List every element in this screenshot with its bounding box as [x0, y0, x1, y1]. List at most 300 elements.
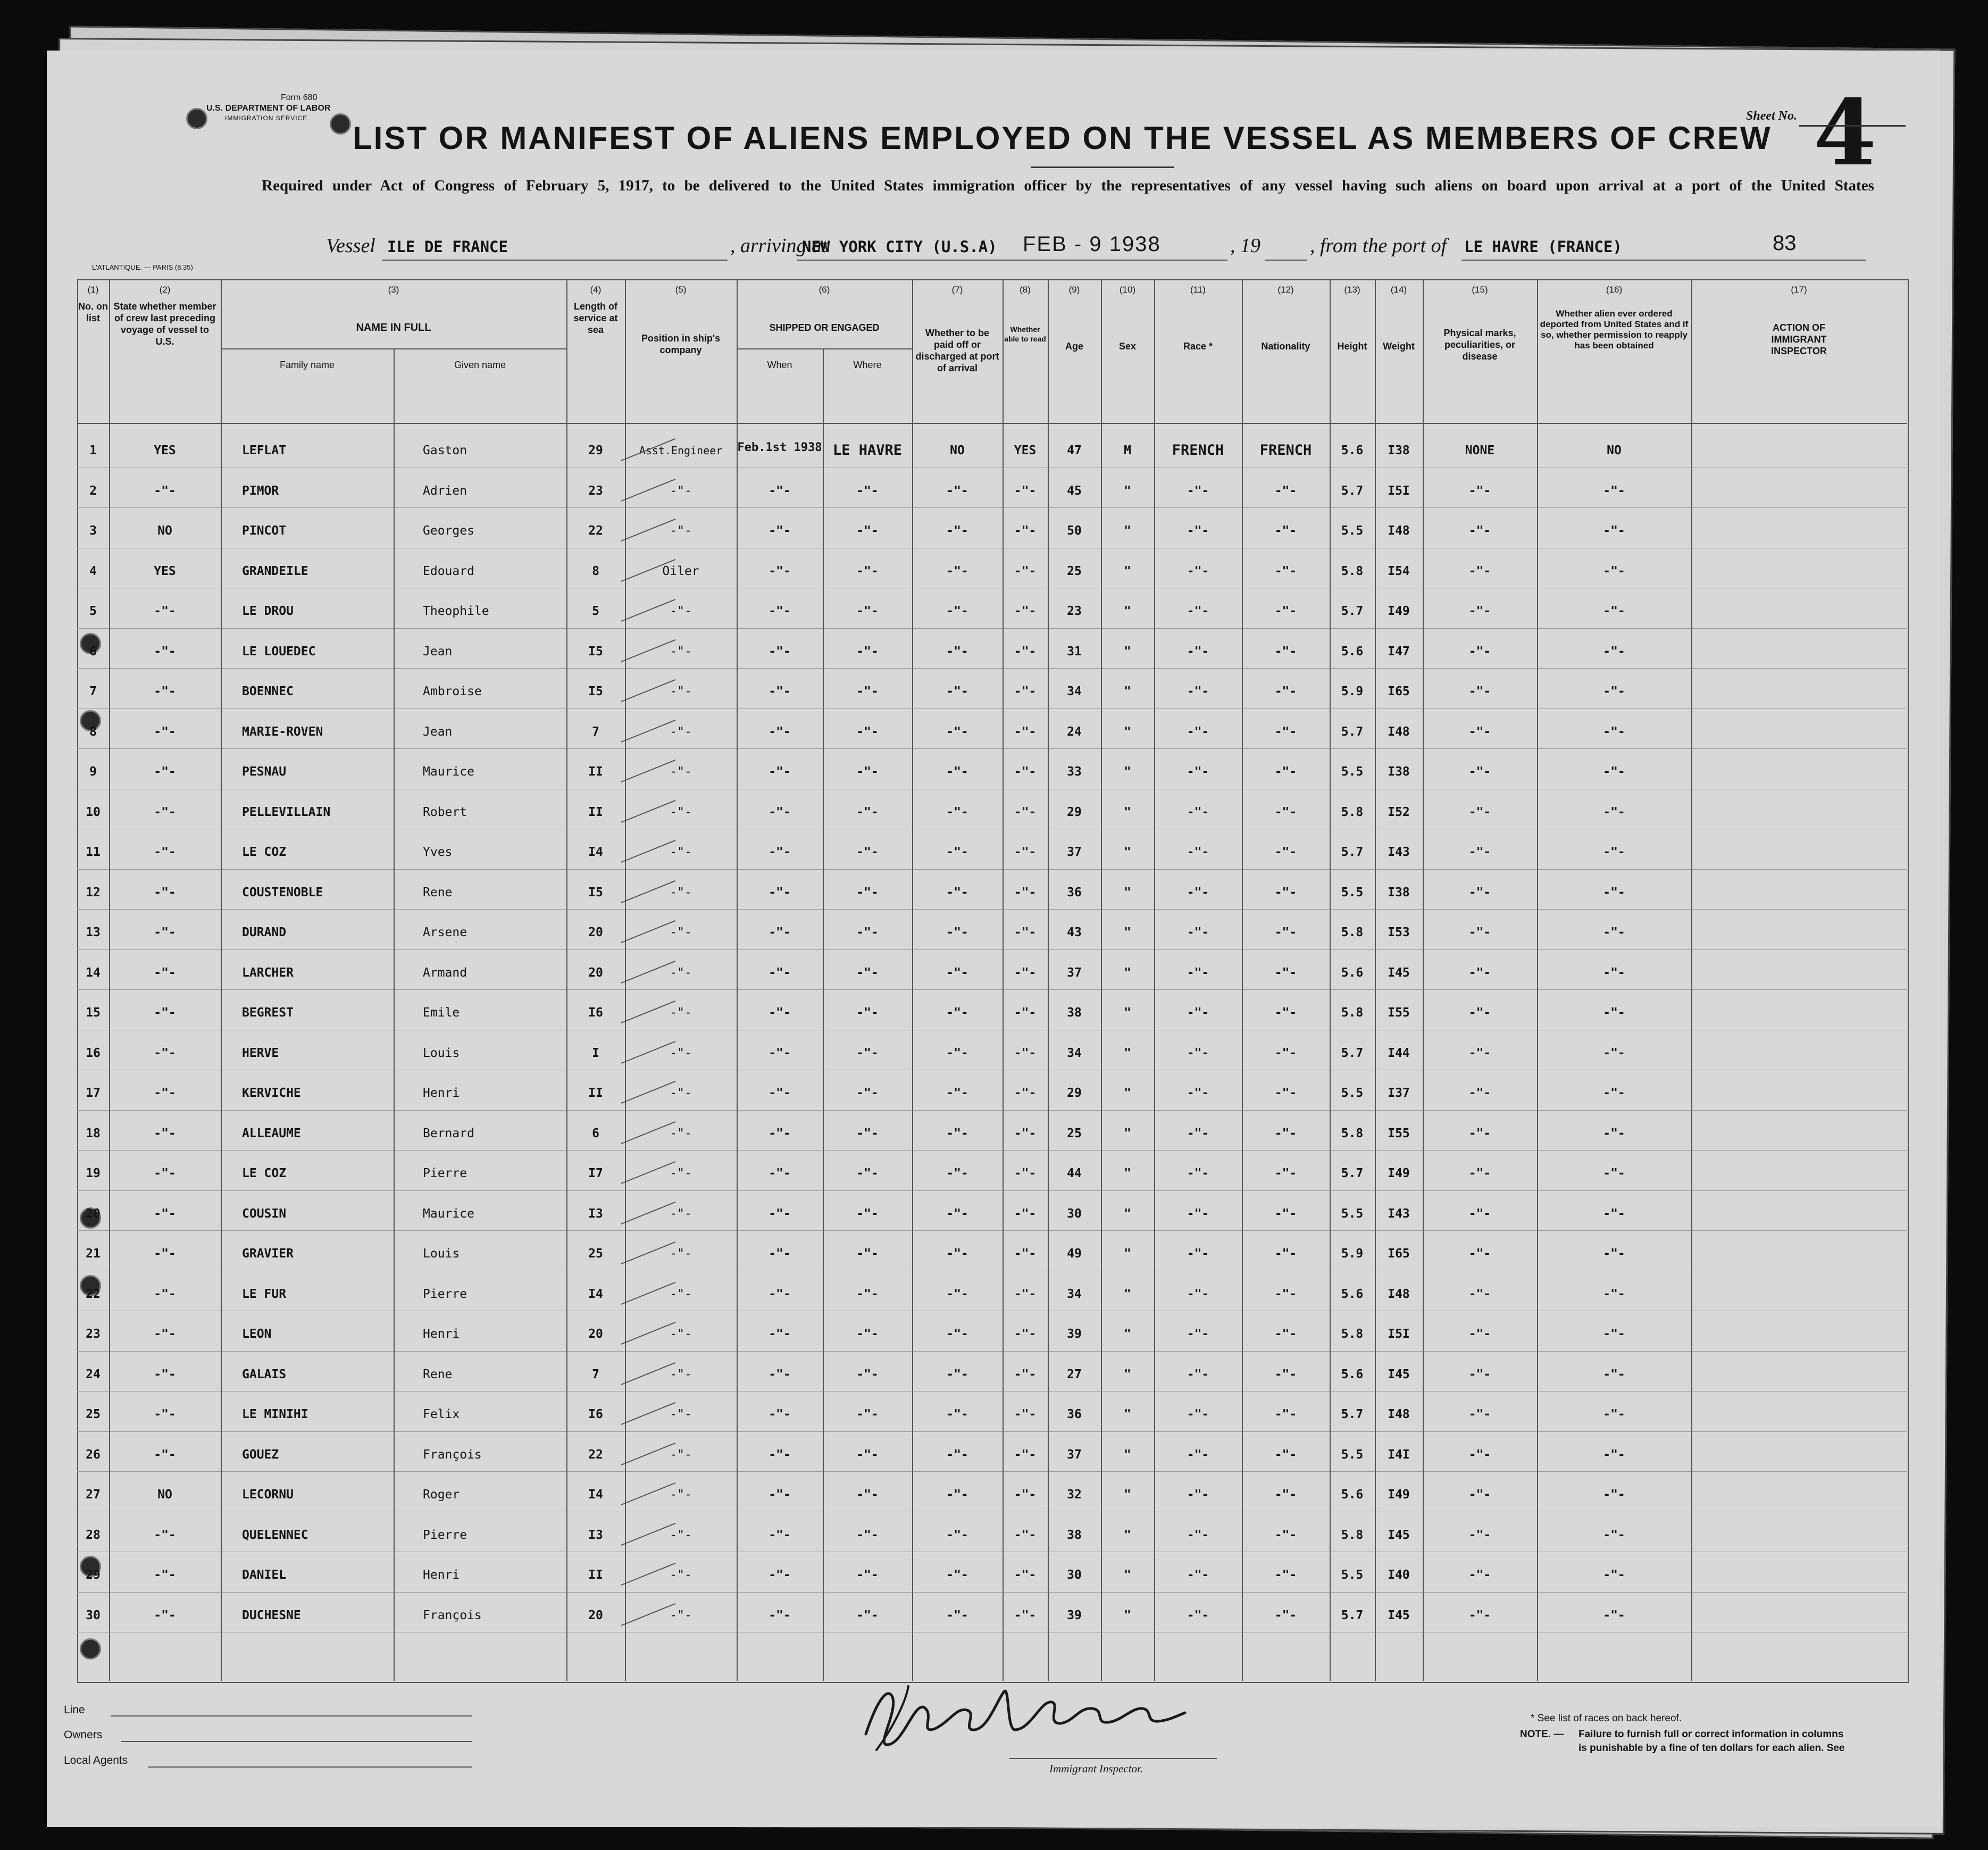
cell-weight: I45	[1388, 1528, 1410, 1542]
cell-family: QUELENNEC	[242, 1528, 308, 1542]
cell-when: -"-	[769, 1407, 791, 1421]
cell-prev: -"-	[154, 1206, 176, 1221]
cell-given: Emile	[423, 1006, 460, 1020]
service-name: IMMIGRATION SERVICE	[225, 114, 308, 122]
cell-marks: -"-	[1468, 965, 1491, 980]
cell-position: -"-	[670, 1327, 692, 1341]
races-note: * See list of races on back hereof.	[1531, 1713, 1682, 1724]
col-number: (1)	[87, 285, 99, 295]
cell-when: -"-	[769, 1206, 791, 1221]
cell-service: II	[588, 1086, 603, 1100]
cell-when: -"-	[769, 805, 791, 819]
cell-when: -"-	[769, 685, 791, 698]
cell-family: DANIEL	[242, 1568, 287, 1582]
cell-paid: -"-	[946, 805, 968, 819]
cell-no: 28	[86, 1528, 101, 1542]
cell-read: -"-	[1014, 765, 1037, 779]
cell-family: LEON	[242, 1327, 272, 1341]
cell-read: -"-	[1014, 1287, 1037, 1301]
cell-height: 5.6	[1341, 1488, 1364, 1502]
cell-paid: -"-	[946, 1166, 968, 1180]
cell-marks: -"-	[1468, 1327, 1491, 1341]
cell-when: -"-	[769, 1287, 791, 1301]
col-number: (17)	[1791, 285, 1807, 295]
cell-deported: -"-	[1603, 604, 1625, 618]
cell-sex: "	[1124, 1247, 1131, 1261]
owners-label: Owners	[64, 1729, 103, 1741]
cell-family: BEGREST	[242, 1006, 294, 1020]
cell-when: -"-	[769, 845, 791, 859]
cell-read: -"-	[1014, 1367, 1037, 1381]
col-header-no: No. on list	[78, 301, 108, 323]
cell-position: Asst.Engineer	[639, 444, 723, 457]
cell-sex: "	[1124, 1086, 1131, 1100]
cell-marks: -"-	[1468, 484, 1491, 498]
cell-no: 15	[86, 1006, 101, 1020]
cell-paid: -"-	[946, 1046, 968, 1060]
cell-deported: -"-	[1603, 805, 1625, 819]
cell-race: -"-	[1187, 1327, 1209, 1341]
cell-nat: -"-	[1274, 1568, 1297, 1582]
cell-when: -"-	[769, 1488, 791, 1502]
cell-age: 38	[1067, 1006, 1082, 1020]
cell-nat: -"-	[1274, 724, 1297, 739]
cell-given: Yves	[423, 845, 453, 859]
cell-age: 36	[1067, 885, 1082, 899]
cell-given: Theophile	[423, 604, 489, 618]
cell-paid: -"-	[946, 1608, 968, 1622]
column-divider	[737, 279, 738, 1681]
cell-position: -"-	[670, 524, 692, 538]
cell-read: -"-	[1014, 1568, 1037, 1582]
row-rule	[77, 1110, 1907, 1111]
cell-paid: -"-	[946, 885, 968, 899]
cell-given: Henri	[423, 1086, 460, 1100]
cell-position: -"-	[670, 1528, 692, 1542]
cell-height: 5.6	[1341, 444, 1364, 457]
column-divider	[1423, 279, 1424, 1681]
cell-no: 7	[89, 685, 97, 698]
cell-prev: -"-	[154, 1608, 176, 1622]
cell-marks: -"-	[1468, 1568, 1491, 1582]
cell-weight: I49	[1388, 604, 1410, 618]
cell-position: -"-	[670, 805, 692, 819]
cell-family: KERVICHE	[242, 1086, 301, 1100]
cell-deported: -"-	[1603, 1206, 1625, 1221]
cell-weight: I5I	[1388, 484, 1410, 498]
cell-weight: I45	[1388, 1367, 1410, 1381]
cell-sex: "	[1124, 1327, 1131, 1341]
cell-where: -"-	[856, 1046, 879, 1060]
cell-height: 5.5	[1341, 1206, 1364, 1221]
cell-where: -"-	[856, 644, 879, 659]
cell-age: 25	[1067, 564, 1082, 578]
cell-height: 5.6	[1341, 965, 1364, 980]
cell-age: 37	[1067, 845, 1082, 859]
cell-paid: -"-	[946, 1568, 968, 1582]
cell-race: -"-	[1187, 845, 1209, 859]
cell-sex: "	[1124, 1608, 1131, 1622]
col-header-position: Position in ship's company	[641, 333, 721, 355]
col-number: (14)	[1390, 285, 1407, 295]
col-header-nationality: Nationality	[1261, 341, 1310, 352]
cell-read: -"-	[1014, 1528, 1037, 1542]
cell-weight: I54	[1388, 564, 1410, 578]
cell-race: -"-	[1187, 926, 1209, 939]
cell-age: 37	[1067, 965, 1082, 980]
cell-race: -"-	[1187, 885, 1209, 899]
cell-nat: -"-	[1274, 1006, 1297, 1020]
cell-age: 27	[1067, 1367, 1082, 1381]
year-label: , 19	[1230, 235, 1260, 257]
cell-no: 17	[86, 1086, 101, 1100]
cell-prev: -"-	[154, 1407, 176, 1421]
cell-sex: "	[1124, 1447, 1131, 1462]
cell-paid: -"-	[946, 524, 968, 538]
cell-deported: -"-	[1603, 1488, 1625, 1502]
col-header-sex: Sex	[1118, 341, 1137, 352]
cell-position: -"-	[670, 926, 692, 939]
cell-weight: I55	[1388, 1006, 1410, 1020]
requirement-text: Required under Act of Congress of February 5, 1917, to be delivered to the United States immigration officer by the representatives of any vessel having such aliens on board upon arrival at a port of the United States	[262, 177, 1874, 194]
cell-sex: "	[1124, 1206, 1131, 1221]
cell-deported: -"-	[1603, 685, 1625, 698]
cell-position: -"-	[670, 1046, 692, 1060]
cell-service: I3	[588, 1528, 603, 1542]
cell-position: -"-	[670, 1247, 692, 1261]
row-rule	[77, 1592, 1907, 1593]
cell-age: 34	[1067, 685, 1082, 698]
cell-where: -"-	[856, 1287, 879, 1301]
cell-given: Georges	[423, 524, 474, 538]
cell-paid: -"-	[946, 1488, 968, 1502]
cell-where: -"-	[856, 965, 879, 980]
cell-race: -"-	[1187, 685, 1209, 698]
cell-nat: -"-	[1274, 604, 1297, 618]
vessel-underline	[382, 260, 728, 261]
row-rule	[77, 869, 1907, 870]
col-number: (11)	[1190, 285, 1206, 295]
cell-marks: -"-	[1468, 1206, 1491, 1221]
cell-deported: -"-	[1603, 564, 1625, 578]
cell-read: -"-	[1014, 524, 1037, 538]
cell-when: -"-	[769, 484, 791, 498]
cell-where: -"-	[856, 1247, 879, 1261]
cell-position: -"-	[670, 1608, 692, 1622]
cell-family: PESNAU	[242, 765, 287, 779]
cell-race: -"-	[1187, 1287, 1209, 1301]
cell-weight: I40	[1388, 1568, 1410, 1582]
column-divider	[625, 279, 626, 1681]
cell-paid: -"-	[946, 1327, 968, 1341]
cell-position: -"-	[670, 765, 692, 779]
cell-sex: "	[1124, 724, 1131, 739]
cell-sex: "	[1124, 885, 1131, 899]
cell-service: I4	[588, 1287, 603, 1301]
cell-weight: I43	[1388, 1206, 1410, 1221]
cell-age: 36	[1067, 1407, 1082, 1421]
departure-port: LE HAVRE (FRANCE)	[1464, 238, 1622, 256]
line-underline	[111, 1715, 472, 1716]
cell-deported: -"-	[1603, 1046, 1625, 1060]
cell-weight: I45	[1388, 965, 1410, 980]
cell-race: -"-	[1187, 1447, 1209, 1462]
cell-sex: "	[1124, 1367, 1131, 1381]
cell-age: 47	[1067, 444, 1082, 457]
cell-nat: -"-	[1274, 1447, 1297, 1462]
cell-marks: -"-	[1468, 926, 1491, 939]
cell-family: PELLEVILLAIN	[242, 805, 331, 819]
punch-hole-icon	[186, 108, 207, 129]
cell-where: -"-	[856, 1086, 879, 1100]
printer-note: L'ATLANTIQUE. — PARIS (8.35)	[92, 263, 193, 271]
cell-marks: -"-	[1468, 524, 1491, 538]
cell-no: 19	[86, 1166, 101, 1180]
cell-age: 30	[1067, 1206, 1082, 1221]
cell-service: I5	[588, 685, 603, 698]
cell-given: Maurice	[423, 1206, 474, 1221]
cell-read: -"-	[1014, 1006, 1037, 1020]
row-rule	[77, 1431, 1907, 1432]
cell-weight: I47	[1388, 644, 1410, 659]
cell-read: -"-	[1014, 1086, 1037, 1100]
cell-given: Jean	[423, 644, 453, 659]
cell-nat: -"-	[1274, 685, 1297, 698]
row-rule	[77, 507, 1907, 508]
cell-when: -"-	[769, 1367, 791, 1381]
cell-read: -"-	[1014, 1327, 1037, 1341]
cell-nat: -"-	[1274, 484, 1297, 498]
cell-position: -"-	[670, 644, 692, 659]
cell-race: -"-	[1187, 724, 1209, 739]
cell-deported: -"-	[1603, 644, 1625, 659]
col-header-age: Age	[1065, 341, 1083, 352]
cell-given: Roger	[423, 1488, 460, 1502]
cell-marks: -"-	[1468, 1247, 1491, 1261]
cell-deported: -"-	[1603, 885, 1625, 899]
cell-read: -"-	[1014, 644, 1037, 659]
col-number: (9)	[1068, 285, 1080, 295]
cell-weight: I65	[1388, 1247, 1410, 1261]
sheet-number: 4	[1814, 80, 1877, 186]
cell-family: LE COZ	[242, 845, 287, 859]
cell-height: 5.6	[1341, 644, 1364, 659]
cell-when: -"-	[769, 1086, 791, 1100]
cell-age: 43	[1067, 926, 1082, 939]
cell-where: LE HAVRE	[832, 442, 903, 459]
cell-marks: -"-	[1468, 1166, 1491, 1180]
cell-service: 25	[588, 1247, 603, 1261]
cell-weight: I49	[1388, 1166, 1410, 1180]
form-number: Form 680	[281, 93, 318, 102]
arriving-label: , arriving at	[730, 235, 828, 257]
local-agents-label: Local Agents	[64, 1754, 128, 1766]
column-divider	[221, 279, 222, 1681]
cell-no: 27	[86, 1488, 101, 1502]
cell-service: 20	[588, 1608, 603, 1622]
cell-no: 1	[89, 444, 97, 457]
cell-nat: -"-	[1274, 845, 1297, 859]
cell-no: 29	[86, 1568, 101, 1582]
cell-no: 10	[86, 805, 101, 819]
cell-family: ALLEAUME	[242, 1126, 301, 1140]
cell-when: -"-	[769, 1608, 791, 1622]
cell-paid: -"-	[946, 1086, 968, 1100]
department-name: U.S. DEPARTMENT OF LABOR	[206, 104, 331, 113]
cell-marks: -"-	[1468, 1608, 1491, 1622]
cell-given: Pierre	[423, 1528, 467, 1542]
cell-when: -"-	[769, 524, 791, 538]
cell-marks: -"-	[1468, 1006, 1491, 1020]
cell-height: 5.8	[1341, 1528, 1364, 1542]
cell-race: -"-	[1187, 604, 1209, 618]
cell-where: -"-	[856, 765, 879, 779]
cell-read: -"-	[1014, 926, 1037, 939]
cell-nat: -"-	[1274, 765, 1297, 779]
cell-prev: YES	[154, 564, 176, 578]
cell-family: LEFLAT	[242, 444, 287, 457]
cell-given: Adrien	[423, 484, 467, 498]
cell-sex: M	[1124, 444, 1131, 457]
cell-sex: "	[1124, 805, 1131, 819]
cell-no: 8	[89, 724, 97, 739]
cell-position: -"-	[670, 1568, 692, 1582]
cell-service: I3	[588, 1206, 603, 1221]
cell-race: -"-	[1187, 1046, 1209, 1060]
cell-when: -"-	[769, 965, 791, 980]
cell-service: I4	[588, 845, 603, 859]
cell-service: I6	[588, 1006, 603, 1020]
cell-marks: -"-	[1468, 564, 1491, 578]
cell-deported: -"-	[1603, 965, 1625, 980]
cell-read: -"-	[1014, 885, 1037, 899]
cell-paid: -"-	[946, 765, 968, 779]
cell-marks: -"-	[1468, 1367, 1491, 1381]
cell-position: -"-	[670, 1367, 692, 1381]
owners-underline	[121, 1741, 472, 1742]
cell-read: -"-	[1014, 604, 1037, 618]
cell-where: -"-	[856, 1528, 879, 1542]
header-subdivider	[221, 348, 566, 349]
cell-service: 23	[588, 484, 603, 498]
cell-when: -"-	[769, 1568, 791, 1582]
cell-service: 5	[592, 604, 599, 618]
manifest-title: LIST OR MANIFEST OF ALIENS EMPLOYED ON THE VESSEL AS MEMBERS OF CREW	[353, 120, 1772, 156]
cell-marks: -"-	[1468, 885, 1491, 899]
cell-read: -"-	[1014, 724, 1037, 739]
inspector-underline	[1009, 1758, 1217, 1759]
cell-position: -"-	[670, 1488, 692, 1502]
cell-deported: -"-	[1603, 1327, 1625, 1341]
cell-when: -"-	[769, 604, 791, 618]
cell-read: -"-	[1014, 845, 1037, 859]
cell-service: I6	[588, 1407, 603, 1421]
cell-height: 5.7	[1341, 1166, 1364, 1180]
cell-family: LE LOUEDEC	[242, 644, 316, 659]
cell-paid: -"-	[946, 1447, 968, 1462]
cell-race: -"-	[1187, 965, 1209, 980]
cell-position: -"-	[670, 685, 692, 698]
cell-prev: -"-	[154, 1528, 176, 1542]
cell-read: -"-	[1014, 1488, 1037, 1502]
cell-sex: "	[1124, 1407, 1131, 1421]
cell-position: -"-	[670, 845, 692, 859]
cell-no: 23	[86, 1327, 101, 1341]
col-header-service: Length of service at sea	[573, 301, 618, 335]
from-port-label: , from the port of	[1310, 235, 1447, 257]
cell-family: LARCHER	[242, 965, 294, 980]
cell-read: -"-	[1014, 965, 1037, 980]
column-divider	[1691, 279, 1692, 1681]
cell-where: -"-	[856, 564, 879, 578]
cell-where: -"-	[856, 845, 879, 859]
cell-sex: "	[1124, 765, 1131, 779]
cell-deported: -"-	[1603, 524, 1625, 538]
cell-service: I5	[588, 644, 603, 659]
inspector-label: Immigrant Inspector.	[1049, 1762, 1143, 1775]
cell-deported: -"-	[1603, 1608, 1625, 1622]
column-divider	[1003, 279, 1004, 1681]
cell-family: LECORNU	[242, 1488, 294, 1502]
cell-position: -"-	[670, 1086, 692, 1100]
cell-service: 20	[588, 1327, 603, 1341]
cell-marks: -"-	[1468, 765, 1491, 779]
cell-marks: -"-	[1468, 604, 1491, 618]
cell-race: -"-	[1187, 524, 1209, 538]
cell-when: -"-	[769, 765, 791, 779]
note-label: NOTE. —	[1520, 1729, 1564, 1740]
cell-family: LE DROU	[242, 604, 294, 618]
cell-race: -"-	[1187, 644, 1209, 659]
row-rule	[77, 949, 1907, 950]
cell-nat: FRENCH	[1259, 442, 1312, 459]
cell-height: 5.9	[1341, 685, 1364, 698]
cell-given: Edouard	[423, 564, 474, 578]
cell-paid: -"-	[946, 685, 968, 698]
cell-given: Arsene	[423, 926, 467, 939]
column-divider	[1537, 279, 1538, 1681]
cell-family: MARIE-ROVEN	[242, 724, 323, 739]
cell-age: 31	[1067, 644, 1082, 659]
column-divider	[394, 348, 395, 1681]
cell-marks: -"-	[1468, 685, 1491, 698]
cell-prev: -"-	[154, 604, 176, 618]
cell-where: -"-	[856, 885, 879, 899]
cell-race: -"-	[1187, 1206, 1209, 1221]
col-header-family-name: Family name	[279, 360, 335, 370]
cell-when: -"-	[769, 885, 791, 899]
cell-service: II	[588, 765, 603, 779]
cell-no: 20	[86, 1206, 101, 1221]
cell-sex: "	[1124, 1568, 1131, 1582]
cell-given: Robert	[423, 805, 467, 819]
row-rule	[77, 989, 1907, 990]
col-header-race: Race *	[1183, 341, 1213, 352]
cell-marks: -"-	[1468, 1407, 1491, 1421]
cell-height: 5.5	[1341, 1568, 1364, 1582]
col-header-where: Where	[853, 360, 882, 370]
cell-family: GRANDEILE	[242, 564, 308, 578]
cell-where: -"-	[856, 1327, 879, 1341]
cell-no: 14	[86, 965, 101, 980]
cell-weight: I65	[1388, 685, 1410, 698]
cell-sex: "	[1124, 524, 1131, 538]
row-rule	[77, 1190, 1907, 1191]
cell-prev: NO	[157, 524, 172, 538]
cell-when: -"-	[769, 1006, 791, 1020]
cell-nat: -"-	[1274, 805, 1297, 819]
cell-race: -"-	[1187, 1608, 1209, 1622]
